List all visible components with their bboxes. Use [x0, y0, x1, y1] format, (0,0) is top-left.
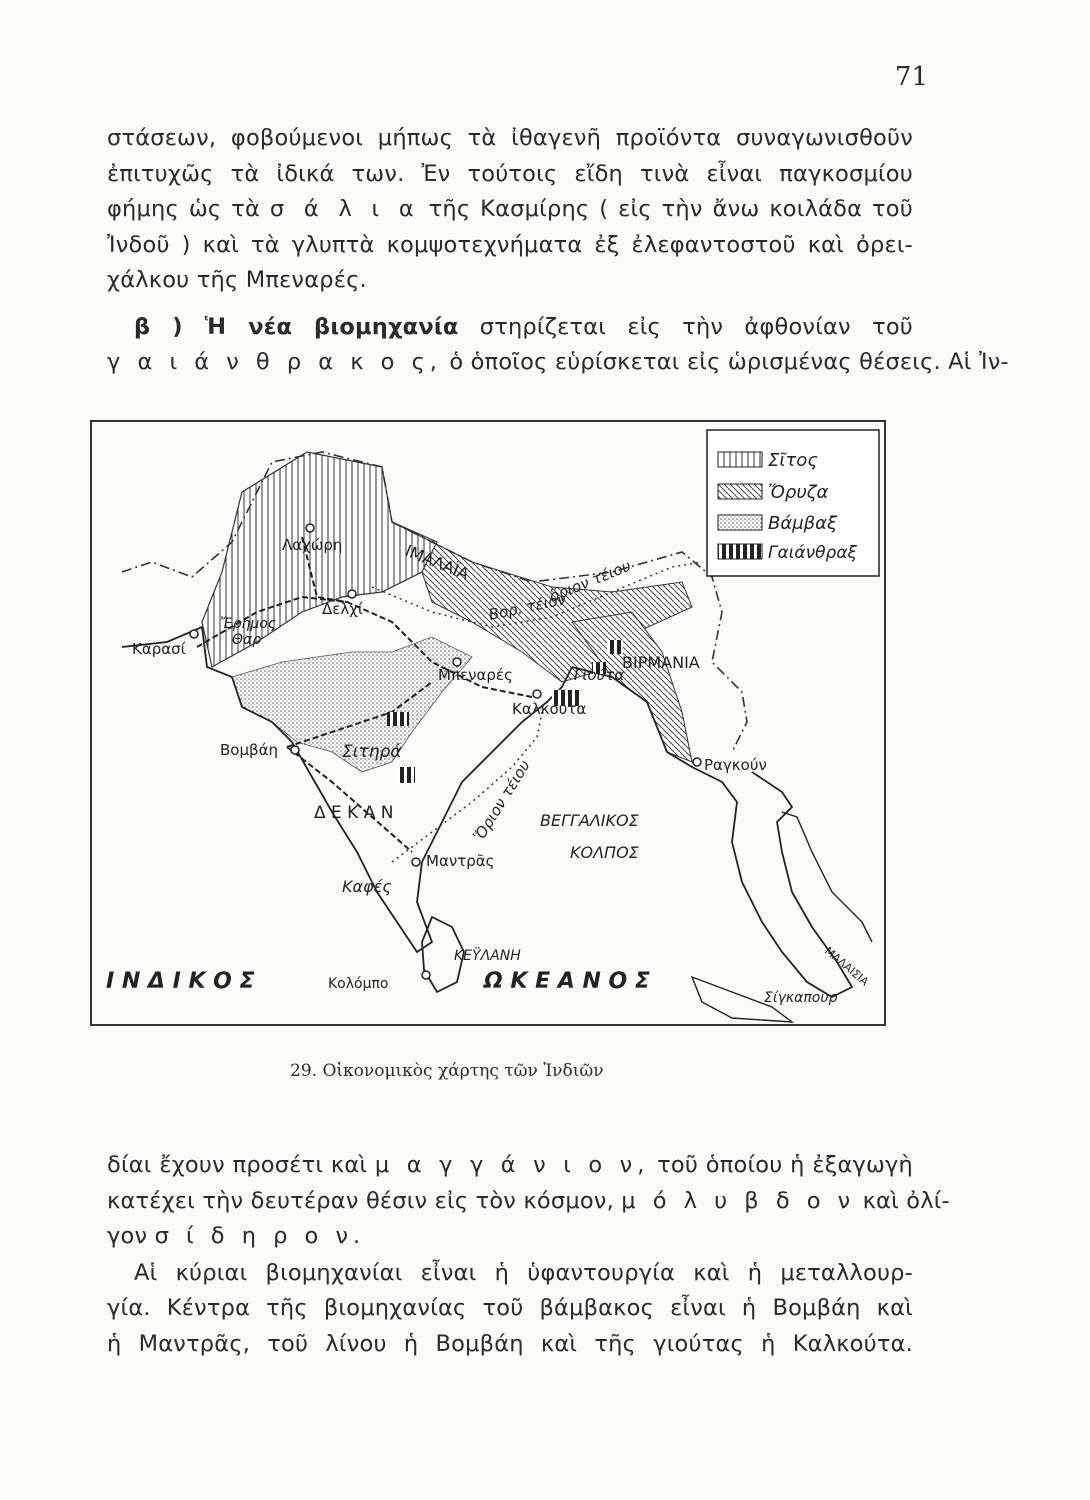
label-delhi: Δελχί	[322, 600, 363, 618]
label-bombay: Βομβάη	[220, 741, 278, 759]
city-dot-lahore	[306, 524, 314, 532]
text-fragment: γον	[107, 1223, 148, 1249]
label-jute: Γιούτα	[574, 666, 625, 684]
paragraph-4	[107, 1291, 913, 1362]
city-dot-rangoon	[693, 758, 701, 766]
label-karachi: Καρασί	[132, 640, 186, 658]
coal-symbol	[387, 712, 409, 726]
map-graphic	[92, 422, 888, 1028]
text-line: Ἰνδοῦ ) καὶ τὰ γλυπτὰ κομψοτεχνήματα ἐξ ἐλεφαντοστοῦ καὶ ὀρει-	[107, 231, 913, 258]
burma-coastline	[572, 667, 852, 997]
spaced-word: σ ί δ η ρ ο ν.	[154, 1223, 366, 1249]
label-thar: Θαρ	[232, 632, 262, 648]
label-ocean: Ω Κ Ε Α Ν Ο Σ	[484, 969, 650, 994]
label-ceylon: ΚΕΫΛΑΝΗ	[454, 948, 521, 964]
burma-rice-region	[572, 612, 692, 762]
text-fragment: φήμης ὡς τὰ	[107, 196, 260, 222]
spaced-word: μ ό λ υ β δ ο ν	[621, 1187, 856, 1214]
economic-map-india	[90, 420, 886, 1026]
city-dot-benares	[453, 658, 461, 666]
paragraph-3	[107, 1148, 950, 1255]
section-heading: β ) Ἡ νέα βιομηχανία	[134, 314, 459, 340]
label-bengal-1: ΒΕΓΓΑΛΙΚΟΣ	[540, 811, 639, 830]
text-line: ἡ Μαντρᾶς, τοῦ λίνου ἡ Βομβάη καὶ τῆς γιούτας ἡ Καλκούτα.	[107, 1330, 913, 1357]
text-fragment: τοῦ ὁποίου ἡ ἐξαγωγὴ	[657, 1152, 914, 1178]
label-benares: Μπεναρές	[438, 666, 513, 684]
paragraph-4-first	[134, 1256, 913, 1292]
legend-swatch-cotton	[718, 515, 762, 530]
text-line	[134, 310, 913, 346]
text-fragment: δίαι ἔχουν προσέτι καὶ	[107, 1152, 368, 1178]
text-line	[107, 1148, 913, 1184]
text-line	[107, 345, 1009, 381]
text-fragment: καὶ ὀλί-	[862, 1187, 950, 1214]
text-line	[107, 1184, 950, 1220]
text-fragment: ὁ ὁποῖος εὑρίσκεται εἰς ὡρισμένας θέσεις. Αἱ Ἰν-	[449, 349, 1009, 375]
label-malaysia: ΜΑΛΑΙΣΙΑ	[822, 944, 872, 989]
legend-label-cotton: Βάμβαξ	[768, 513, 838, 534]
coal-symbol	[607, 640, 623, 654]
label-tea-limit-south: Ὅριον τέιου	[470, 756, 534, 845]
text-line: ἐπιτυχῶς τὰ ἰδικά των. Ἐν τούτοις εἴδη τινὰ εἶναι παγκοσμίου	[107, 160, 913, 187]
spaced-word: μ α γ γ ά ν ι ο ν,	[374, 1152, 650, 1178]
city-dot-colombo	[422, 971, 430, 979]
text-fragment: στηρίζεται εἰς τὴν ἀφθονίαν τοῦ	[479, 314, 914, 340]
label-singapore: Σίγκαπουρ	[764, 990, 838, 1006]
city-dot-calcutta	[533, 690, 541, 698]
city-dot-karachi	[190, 630, 198, 638]
text-line	[107, 1219, 913, 1255]
thai-coastline	[782, 812, 872, 942]
label-indian: Ι Ν Δ Ι Κ Ο Σ	[106, 969, 255, 994]
label-rangoon: Ραγκούν	[704, 756, 767, 774]
text-line: Αἱ κύριαι βιομηχανίαι εἶναι ἡ ὑφαντουργία καὶ ἡ μεταλλουρ-	[134, 1260, 913, 1286]
spaced-word: σ ά λ ι α	[269, 196, 419, 222]
paragraph-2	[134, 310, 913, 346]
spaced-word: γ α ι ά ν θ ρ α κ ο ς,	[107, 349, 442, 375]
paragraph-2-cont	[107, 345, 1009, 381]
page-number: 71	[894, 62, 928, 92]
label-coffee: Καφές	[342, 877, 392, 896]
text-line: γία. Κέντρα τῆς βιομηχανίας τοῦ βάμβακος εἶναι ἡ Βομβάη καὶ	[107, 1295, 913, 1321]
label-bengal-2: ΚΟΛΠΟΣ	[570, 843, 639, 862]
label-madras: Μαντρᾶς	[426, 852, 495, 870]
label-desert: Ἔρημος	[220, 616, 277, 632]
figure-caption: 29. Οἰκονομικὸς χάρτης τῶν Ἰνδιῶν	[290, 1061, 604, 1081]
coal-symbol	[397, 767, 415, 783]
label-burma: ΒΙΡΜΑΝΙΑ	[622, 653, 700, 672]
label-wheat-area: Σιτηρά	[342, 742, 402, 762]
label-colombo: Κολόμπο	[328, 976, 389, 992]
label-tea-limit-north: ὅριον τέιου	[546, 556, 634, 606]
text-fragment: κατέχει τὴν δευτέραν θέσιν εἰς τὸν κόσμον,	[107, 1187, 614, 1214]
label-himalaya: ΙΜΑΛΑΪΑ	[402, 541, 472, 584]
label-lahore: Λαχώρη	[282, 536, 343, 554]
label-deccan: Δ Ε Κ Α Ν	[314, 803, 394, 823]
city-dot-madras	[412, 858, 420, 866]
legend-label-coal: Γαιάνθραξ	[768, 543, 858, 563]
text-line	[107, 192, 913, 228]
legend-label-rice: Ὄρυζα	[768, 482, 829, 503]
label-borei: Βορ. τέιον	[487, 590, 568, 624]
legend-label-wheat: Σῖτος	[768, 450, 818, 471]
legend-swatch-wheat	[718, 452, 762, 467]
text-line: χάλκου τῆς Μπεναρές.	[107, 267, 367, 293]
label-calcutta: Καλκούτα	[512, 700, 587, 718]
legend-swatch-rice	[718, 484, 762, 499]
paragraph-1	[107, 121, 913, 299]
text-line: στάσεων, φοβούμενοι μήπως τὰ ἰθαγενῆ προϊόντα συναγωνισθοῦν	[107, 125, 913, 151]
legend-swatch-coal	[718, 544, 762, 559]
city-dot-delhi	[348, 590, 356, 598]
text-fragment: τῆς Κασμίρης ( εἰς τὴν ἄνω κοιλάδα τοῦ	[428, 196, 913, 222]
city-dot-bombay	[291, 746, 299, 754]
